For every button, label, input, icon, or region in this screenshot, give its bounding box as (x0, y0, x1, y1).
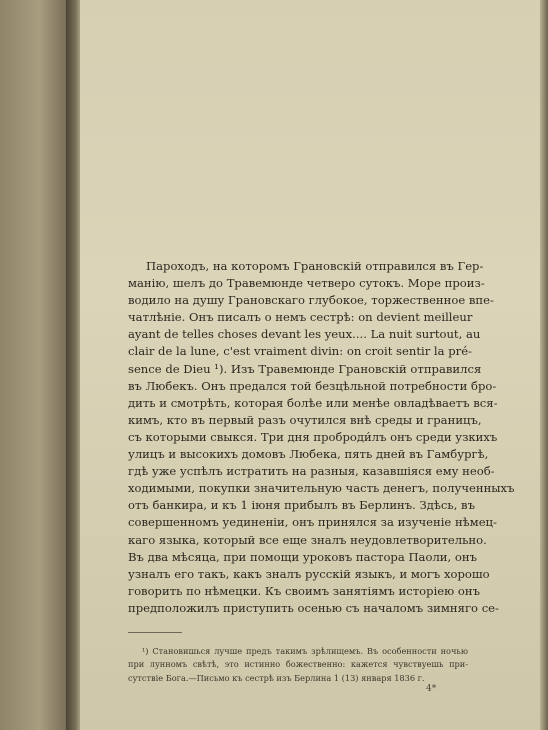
footnote (128, 645, 468, 685)
footnote-line: ¹) Становишься лучше предъ такимъ зрѣлищемъ. Въ особенности ночью (142, 646, 468, 656)
paragraph-line: clair de la lune, c'est vraiment divin: on croit sentir la pré- (128, 344, 472, 359)
paragraph-line: съ которыми свыкся. Три дня проброди́лъ онъ среди узкихъ (128, 429, 498, 444)
paragraph-line: водило на душу Грановскаго глубокое, торжественное впе- (128, 293, 494, 308)
paragraph-line: чатлѣніе. Онъ писалъ о немъ сестрѣ: on devient meilleur (128, 310, 473, 325)
paragraph-line: въ Любекъ. Онъ предался той безцѣльной потребности бро- (128, 378, 497, 393)
paragraph-line: манію, шелъ до Травемюнде четверо сутокъ. Море произ- (128, 276, 485, 291)
paragraph-line: Пароходъ, на которомъ Грановскій отправился въ Гер- (146, 259, 484, 273)
paragraph-line: каго языка, который все еще зналъ неудовлетворительно. (128, 532, 487, 547)
paragraph-line: отъ банкира, и къ 1 іюня прибылъ въ Берлинъ. Здѣсь, въ (128, 498, 475, 513)
signature-mark: 4* (426, 684, 437, 694)
paragraph-line: узналъ его такъ, какъ зналъ русскій языкъ, и могъ хорошо (128, 566, 490, 581)
facing-page-edge (0, 0, 72, 730)
main-paragraph (128, 258, 515, 617)
footnote-line: сутствіе Бога.—Письмо къ сестрѣ изъ Берлина 1 (13) января 1836 г. (128, 672, 425, 683)
paragraph-line: говорить по нѣмецки. Къ своимъ занятіямъ исторіею онъ (128, 583, 481, 598)
page-right-edge (540, 0, 548, 730)
paragraph-line: ходимыми, покупки значительную часть денегъ, полученныхъ (128, 481, 515, 496)
paragraph-line: совершенномъ уединеніи, онъ принялся за изученіе нѣмец- (128, 515, 497, 530)
paragraph-line: гдѣ уже успѣлъ истратить на разныя, казавшіяся ему необ- (128, 464, 495, 479)
paragraph-line: sence de Dieu ¹). Изъ Травемюнде Грановскій отправился (128, 361, 482, 376)
footnote-separator (128, 632, 182, 633)
paragraph-line: дить и смотрѣть, которая болѣе или менѣе овладѣваетъ вся- (128, 395, 498, 410)
paragraph-line: ayant de telles choses devant les yeux.... La nuit surtout, au (128, 327, 481, 342)
footnote-line: при лунномъ свѣтѣ, это истинно божественно: кажется чувствуешь при- (128, 659, 468, 670)
paragraph-line: Въ два мѣсяца, при помощи уроковъ пастора Паоли, онъ (128, 549, 477, 564)
paragraph-line: предположилъ приступить осенью съ началомъ зимняго се- (128, 600, 499, 615)
paragraph-line: кимъ, кто въ первый разъ очутился внѣ среды и границъ, (128, 412, 482, 427)
paragraph-line: улицъ и высокихъ домовъ Любека, пять дней въ Гамбургѣ, (128, 447, 489, 462)
